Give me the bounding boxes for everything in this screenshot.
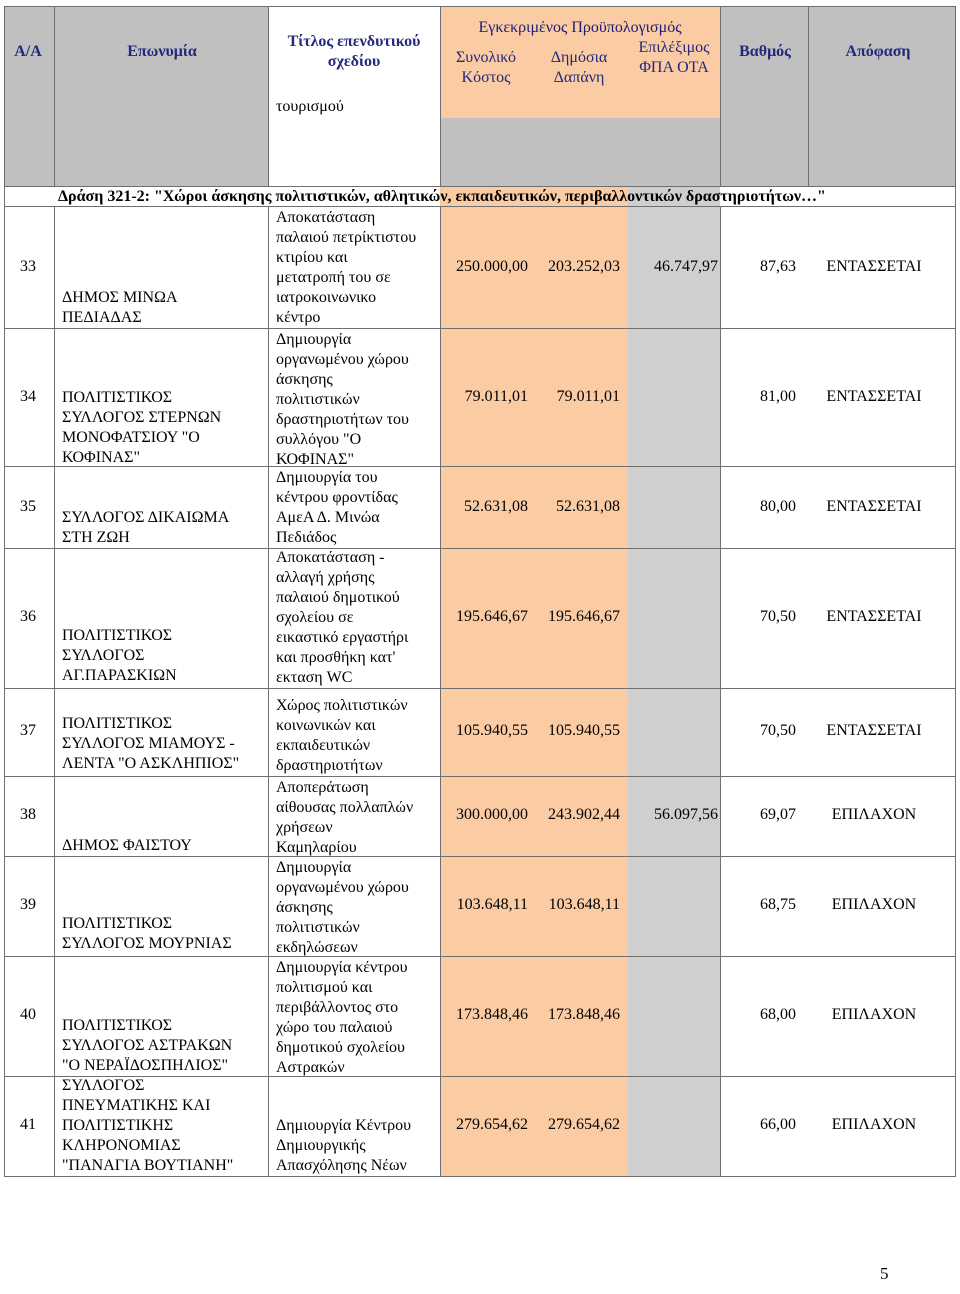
row-title: Αποκατάσταση - αλλαγή χρήσης παλαιού δημοτικού σχολείου σε εικαστικό εργαστήρι και προσθήκη κατ' εκταση WC xyxy=(276,549,409,686)
row-decision: ΕΝΤΑΣΣΕΤΑΙ xyxy=(826,608,922,625)
budget-group-header: Εγκεκριμένος Προϋπολογισμός xyxy=(478,19,682,36)
money-column-bg xyxy=(440,186,628,1176)
row-score: 69,07 xyxy=(760,806,796,823)
row-name: ΣΥΛΛΟΓΟΣ ΠΝΕΥΜΑΤΙΚΗΣ ΚΑΙ ΠΟΛΙΤΙΣΤΙΚΗΣ ΚΛΗΡΟΝΟΜΙΑΣ "ΠΑΝΑΓΙΑ ΒΟΥΤΙΑΝΗ" xyxy=(62,1077,234,1174)
row-title: Αποκατάσταση παλαιού πετρίκτιστου κτιρίου και μετατροπή του σε ιατροκοινωνικο κέντρο xyxy=(276,209,417,326)
col-name-header: Επωνυμία xyxy=(127,43,197,60)
row-score: 70,50 xyxy=(760,608,796,625)
grid-line xyxy=(720,206,721,1176)
row-separator xyxy=(4,856,956,857)
row-separator xyxy=(4,548,956,549)
col-score-header: Βαθμός xyxy=(739,43,791,60)
row-decision: ΕΝΤΑΣΣΕΤΑΙ xyxy=(826,722,922,739)
row-vat: 46.747,97 xyxy=(654,258,718,275)
grid-line xyxy=(54,206,55,1176)
row-score: 80,00 xyxy=(760,498,796,515)
row-separator xyxy=(4,956,956,957)
row-name: ΠΟΛΙΤΙΣΤΙΚΟΣ ΣΥΛΛΟΓΟΣ ΣΤΕΡΝΩΝ ΜΟΝΟΦΑΤΣΙΟΥ "Ο ΚΟΦΙΝΑΣ" xyxy=(62,389,222,466)
row-decision: ΕΠΙΛΑΧΟΝ xyxy=(831,896,917,913)
section-title: Δράση 321-2: "Χώροι άσκησης πολιτιστικών, αθλητικών, εκπαιδευτικών, περιβαλλοντικών δραστηριοτήτων…" xyxy=(58,188,826,205)
header-budget-cell-lower xyxy=(440,118,720,186)
row-total: 52.631,08 xyxy=(464,498,528,515)
row-number: 35 xyxy=(20,498,36,515)
row-total: 79.011,01 xyxy=(464,388,528,405)
row-total: 195.646,67 xyxy=(456,608,528,625)
grid-line xyxy=(4,186,956,187)
grid-line xyxy=(4,1176,956,1177)
vat-column-bg xyxy=(628,186,720,1176)
grid-line xyxy=(440,6,441,186)
row-vat: 56.097,56 xyxy=(654,806,718,823)
row-title: Χώρος πολιτιστικών κοινωνικών και εκπαιδευτικών δραστηριοτήτων xyxy=(276,697,408,774)
row-name: ΠΟΛΙΤΙΣΤΙΚΟΣ ΣΥΛΛΟΓΟΣ ΜΙΑΜΟΥΣ - ΛΕΝΤΑ "Ο ΑΣΚΛΗΠΙΟΣ" xyxy=(62,715,240,772)
col-public-header: Δημόσια Δαπάνη xyxy=(550,49,608,86)
carry-over-title: τουρισμού xyxy=(276,98,344,115)
grid-line xyxy=(4,6,5,1176)
col-title-header: Τίτλος επενδυτικού σχεδίου xyxy=(287,33,421,70)
row-total: 173.848,46 xyxy=(456,1006,528,1023)
row-decision: ΕΝΤΑΣΣΕΤΑΙ xyxy=(826,388,922,405)
row-decision: ΕΠΙΛΑΧΟΝ xyxy=(831,1006,917,1023)
page-number: 5 xyxy=(880,1264,889,1283)
row-public: 52.631,08 xyxy=(556,498,620,515)
grid-line xyxy=(808,6,809,186)
grid-line xyxy=(720,6,721,186)
row-score: 87,63 xyxy=(760,258,796,275)
row-number: 41 xyxy=(20,1116,36,1133)
row-public: 279.654,62 xyxy=(548,1116,620,1133)
row-separator xyxy=(4,206,956,207)
row-title: Δημιουργία οργανωμένου χώρου άσκησης πολιτιστικών δραστηριοτήτων του συλλόγου "Ο ΚΟΦΙΝΑΣ" xyxy=(276,331,409,468)
row-separator xyxy=(4,776,956,777)
row-number: 38 xyxy=(20,806,36,823)
grid-line xyxy=(955,6,956,1176)
row-title: Δημιουργία οργανωμένου χώρου άσκησης πολιτιστικών εκδηλώσεων xyxy=(276,859,409,956)
row-title: Δημιουργία του κέντρου φροντίδας ΑμεΑ Δ. Μινώα Πεδιάδος xyxy=(276,469,398,546)
row-number: 40 xyxy=(20,1006,36,1023)
row-public: 79.011,01 xyxy=(556,388,620,405)
row-decision: ΕΝΤΑΣΣΕΤΑΙ xyxy=(826,258,922,275)
grid-line xyxy=(54,6,55,186)
row-number: 33 xyxy=(20,258,36,275)
row-decision: ΕΠΙΛΑΧΟΝ xyxy=(831,806,917,823)
row-total: 300.000,00 xyxy=(456,806,528,823)
row-name: ΠΟΛΙΤΙΣΤΙΚΟΣ ΣΥΛΛΟΓΟΣ ΜΟΥΡΝΙΑΣ xyxy=(62,915,232,952)
row-score: 68,75 xyxy=(760,896,796,913)
row-number: 39 xyxy=(20,896,36,913)
row-name: ΣΥΛΛΟΓΟΣ ΔΙΚΑΙΩΜΑ ΣΤΗ ΖΩΗ xyxy=(62,509,230,546)
row-score: 68,00 xyxy=(760,1006,796,1023)
row-score: 81,00 xyxy=(760,388,796,405)
row-public: 243.902,44 xyxy=(548,806,620,823)
row-number: 34 xyxy=(20,388,36,405)
col-vat-header: Επιλέξιμος ΦΠΑ ΟΤΑ xyxy=(638,39,710,76)
row-name: ΔΗΜΟΣ ΦΑΙΣΤΟΥ xyxy=(62,837,192,854)
row-total: 103.648,11 xyxy=(456,896,528,913)
row-public: 103.648,11 xyxy=(548,896,620,913)
row-decision: ΕΠΙΛΑΧΟΝ xyxy=(831,1116,917,1133)
col-decision-header: Απόφαση xyxy=(845,43,911,60)
row-public: 203.252,03 xyxy=(548,258,620,275)
row-public: 105.940,55 xyxy=(548,722,620,739)
row-name: ΔΗΜΟΣ ΜΙΝΩΑ ΠΕΔΙΑΔΑΣ xyxy=(62,289,178,326)
col-total-header: Συνολικό Κόστος xyxy=(455,49,517,86)
row-separator xyxy=(4,328,956,329)
row-public: 173.848,46 xyxy=(548,1006,620,1023)
row-title: Αποπεράτωση αίθουσας πολλαπλών χρήσεων Καμηλαρίου xyxy=(276,779,414,856)
row-score: 70,50 xyxy=(760,722,796,739)
row-number: 36 xyxy=(20,608,36,625)
row-total: 105.940,55 xyxy=(456,722,528,739)
row-public: 195.646,67 xyxy=(548,608,620,625)
row-title: Δημιουργία Κέντρου Δημιουργικής Απασχόλησης Νέων xyxy=(276,1117,412,1174)
grid-line xyxy=(268,206,269,1176)
row-title: Δημιουργία κέντρου πολιτισμού και περιβάλλοντος στο χώρο του παλαιού δημοτικού σχολείου Αστρακών xyxy=(276,959,408,1076)
row-name: ΠΟΛΙΤΙΣΤΙΚΟΣ ΣΥΛΛΟΓΟΣ ΑΓ.ΠΑΡΑΣΚΙΩΝ xyxy=(62,627,177,684)
row-total: 279.654,62 xyxy=(456,1116,528,1133)
row-score: 66,00 xyxy=(760,1116,796,1133)
row-separator xyxy=(4,688,956,689)
grid-line xyxy=(4,6,956,7)
grid-line xyxy=(268,6,269,186)
col-aa-header: Α/Α xyxy=(14,43,42,60)
row-name: ΠΟΛΙΤΙΣΤΙΚΟΣ ΣΥΛΛΟΓΟΣ ΑΣΤΡΑΚΩΝ "Ο ΝΕΡΑΪΔΟΣΠΗΛΙΟΣ" xyxy=(62,1017,233,1074)
header-title-cell-lower xyxy=(268,118,440,186)
row-number: 37 xyxy=(20,722,36,739)
row-total: 250.000,00 xyxy=(456,258,528,275)
row-decision: ΕΝΤΑΣΣΕΤΑΙ xyxy=(826,498,922,515)
